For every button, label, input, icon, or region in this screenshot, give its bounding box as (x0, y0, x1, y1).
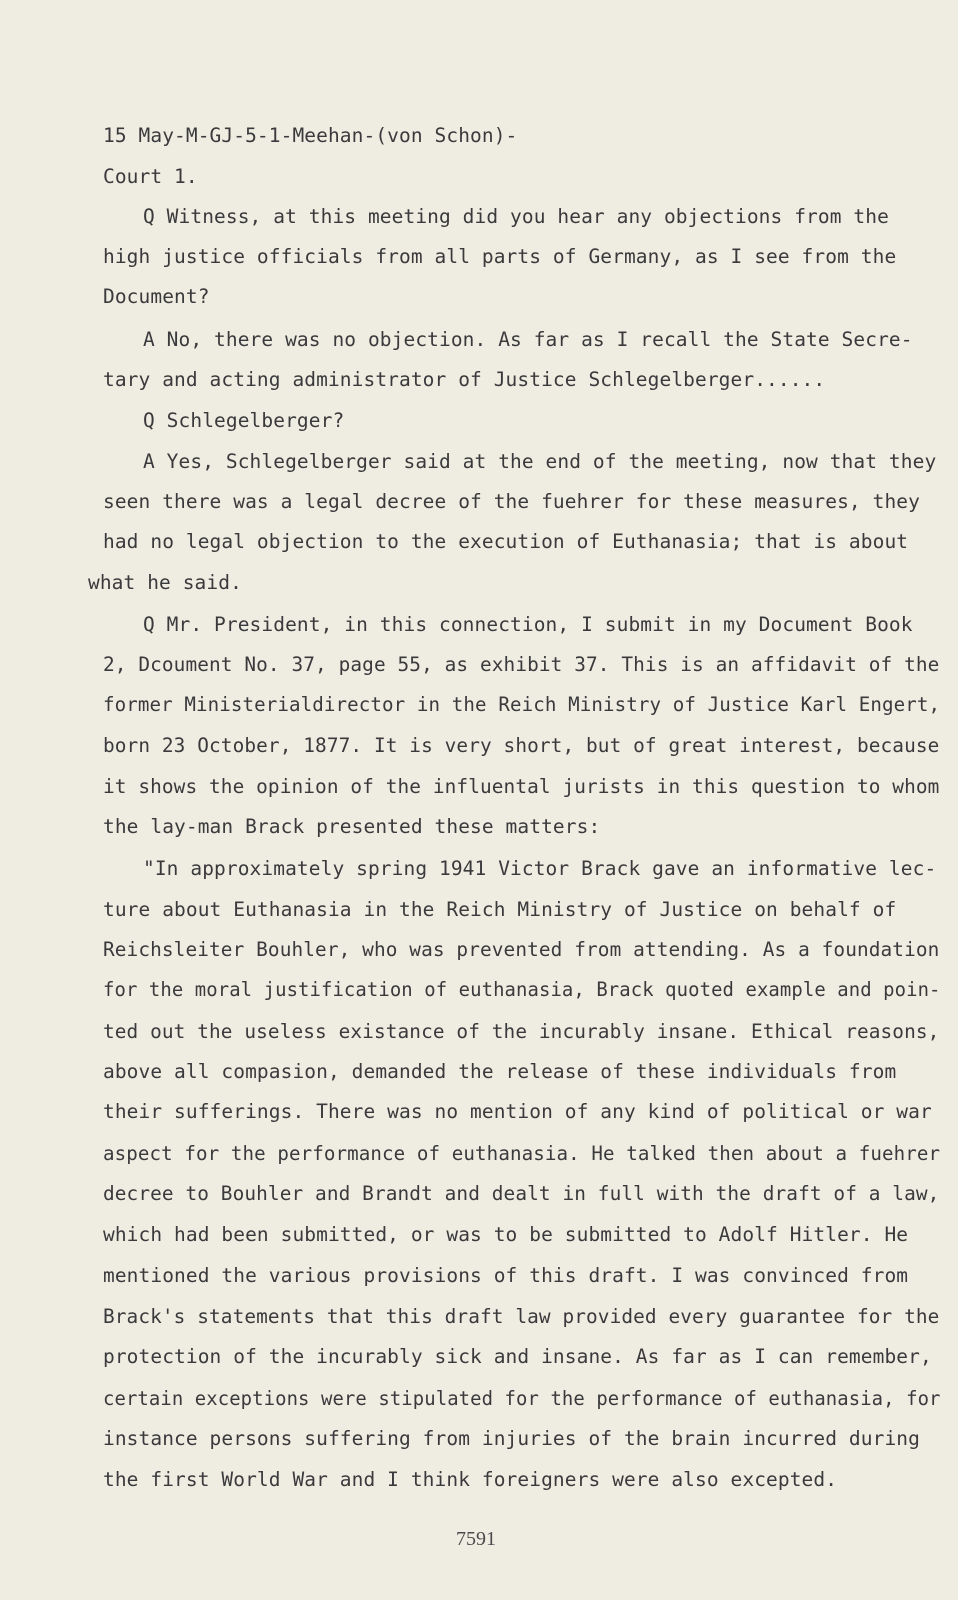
text-line: the first World War and I think foreigners were also excepted. (103, 1468, 838, 1491)
text-line: A Yes, Schlegelberger said at the end of the meeting, now that they (143, 450, 937, 473)
text-line: Document? (103, 285, 210, 308)
text-line: ted out the useless existance of the incurably insane. Ethical reasons, (103, 1020, 940, 1043)
text-line: tary and acting administrator of Justice Schlegelberger...... (103, 368, 826, 391)
text-line: Reichsleiter Bouhler, who was prevented from attending. As a foundation (103, 938, 940, 961)
text-line: Brack's statements that this draft law provided every guarantee for the (103, 1305, 940, 1328)
text-line: seen there was a legal decree of the fuehrer for these measures, they (103, 490, 920, 513)
text-line: mentioned the various provisions of this draft. I was convinced from (103, 1264, 909, 1287)
text-line: the lay-man Brack presented these matters: (103, 815, 601, 838)
text-line: for the moral justification of euthanasia, Brack quoted example and poin- (103, 978, 941, 1001)
text-line: Q Mr. President, in this connection, I submit in my Document Book (143, 613, 913, 636)
text-line: former Ministerialdirector in the Reich Ministry of Justice Karl Engert, (103, 693, 941, 716)
text-line: it shows the opinion of the influental jurists in this question to whom (103, 775, 940, 798)
text-line: protection of the incurably sick and insane. As far as I can remember, (103, 1345, 932, 1368)
text-line: Q Schlegelberger? (143, 409, 345, 432)
text-line: "In approximately spring 1941 Victor Brack gave an informative lec- (143, 857, 937, 880)
court-label: Court 1. (103, 165, 198, 188)
text-line: what he said. (88, 571, 242, 594)
text-line: instance persons suffering from injuries of the brain incurred during (103, 1427, 920, 1450)
text-line: their sufferings. There was no mention of any kind of political or war (103, 1100, 932, 1123)
text-line: aspect for the performance of euthanasia. He talked then about a fuehrer (103, 1142, 941, 1165)
text-line: 2, Dcoument No. 37, page 55, as exhibit 37. This is an affidavit of the (103, 653, 940, 676)
text-line: above all compasion, demanded the release of these individuals from (103, 1060, 897, 1083)
text-line: A No, there was no objection. As far as I recall the State Secre- (143, 328, 913, 351)
text-line: high justice officials from all parts of Germany, as I see from the (103, 245, 897, 268)
text-line: ture about Euthanasia in the Reich Ministry of Justice on behalf of (103, 898, 897, 921)
text-line: decree to Bouhler and Brandt and dealt in full with the draft of a law, (103, 1182, 940, 1205)
document-header: 15 May-M-GJ-5-1-Meehan-(von Schon)- (103, 124, 518, 147)
text-line: certain exceptions were stipulated for the performance of euthanasia, for (103, 1387, 941, 1410)
text-line: had no legal objection to the execution of Euthanasia; that is about (103, 530, 909, 553)
text-line: which had been submitted, or was to be submitted to Adolf Hitler. He (103, 1223, 909, 1246)
text-line: Q Witness, at this meeting did you hear any objections from the (143, 205, 889, 228)
page-number: 7591 (456, 1528, 496, 1550)
text-line: born 23 October, 1877. It is very short, but of great interest, because (103, 734, 940, 757)
